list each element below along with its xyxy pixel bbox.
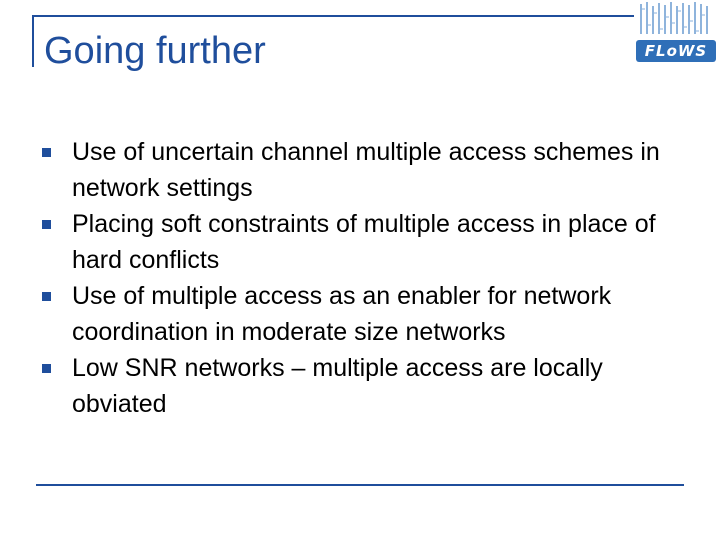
title-frame-left-rule bbox=[32, 15, 34, 67]
bullet-text: Use of multiple access as an enabler for network coordination in moderate size networks bbox=[72, 282, 612, 346]
bullet-text: Placing soft constraints of multiple access in place of hard conflicts bbox=[72, 210, 656, 274]
bullet-list bbox=[40, 134, 680, 422]
bullet-square-icon bbox=[42, 292, 51, 301]
flows-logo bbox=[632, 0, 720, 64]
bullet-item bbox=[40, 206, 680, 278]
bullet-item bbox=[40, 278, 680, 350]
bullet-text: Low SNR networks – multiple access are locally obviated bbox=[72, 354, 603, 418]
bullet-text: Use of uncertain channel multiple access schemes in network settings bbox=[72, 138, 660, 202]
title-frame-top-rule bbox=[32, 15, 634, 17]
logo-text: FLoWS bbox=[644, 42, 708, 60]
bullet-square-icon bbox=[42, 148, 51, 157]
bottom-rule bbox=[36, 484, 684, 486]
logo-binary-pattern-icon bbox=[632, 0, 720, 40]
slide-title: Going further bbox=[44, 30, 266, 72]
bullet-item bbox=[40, 350, 680, 422]
bullet-square-icon bbox=[42, 220, 51, 229]
bullet-item bbox=[40, 134, 680, 206]
bullet-square-icon bbox=[42, 364, 51, 373]
